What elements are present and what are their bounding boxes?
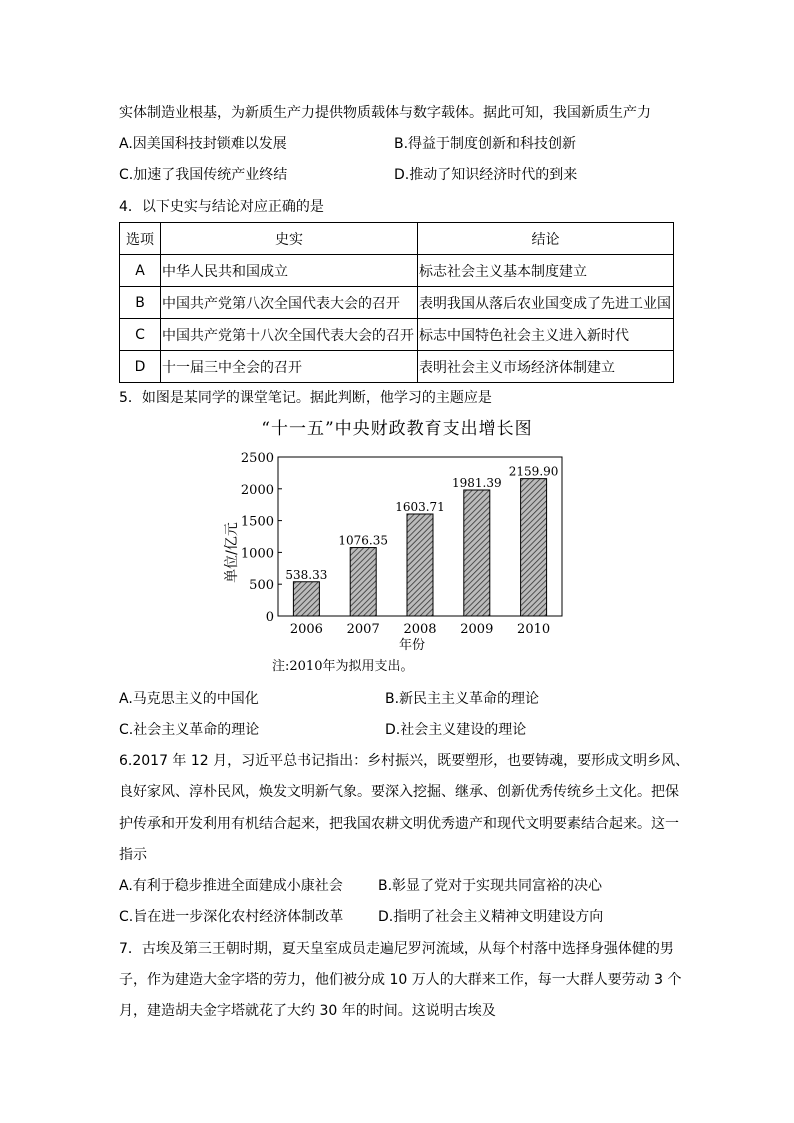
table-header-conclusion: 结论 bbox=[418, 223, 674, 255]
y-tick-label: 0 bbox=[265, 610, 274, 625]
q5-option-b: B.新民主主义革命的理论 bbox=[385, 691, 540, 707]
bar-value-label: 2159.90 bbox=[508, 464, 559, 479]
q5-option-a: A.马克思主义的中国化 bbox=[119, 691, 259, 707]
q4-stem: 4．以下史实与结论对应正确的是 bbox=[119, 199, 324, 215]
bar-value-label: 1076.35 bbox=[338, 533, 389, 548]
q5-option-c: C.社会主义革命的理论 bbox=[119, 722, 260, 738]
table-header-option: 选项 bbox=[120, 223, 161, 255]
chart-title: “十一五”中央财政教育支出增长图 bbox=[261, 419, 533, 439]
q3-option-d: D.推动了知识经济时代的到来 bbox=[394, 167, 578, 183]
q6-stem-line4: 指示 bbox=[119, 847, 147, 863]
y-axis-label: 单位/亿元 bbox=[224, 522, 240, 583]
q5-stem: 5．如图是某同学的课堂笔记。据此判断，他学习的主题应是 bbox=[119, 390, 492, 406]
q6-stem-line3: 护传承和开发利用有机结合起来，把我国农耕文明优秀遗产和现代文明要素结合起来。这一 bbox=[119, 816, 679, 832]
y-tick-label: 1500 bbox=[240, 514, 274, 530]
table-cell-option: D bbox=[120, 351, 161, 383]
x-tick-label: 2007 bbox=[346, 622, 380, 637]
table-header-fact: 史实 bbox=[161, 223, 418, 255]
table-cell-conclusion: 表明我国从落后农业国变成了先进工业国 bbox=[418, 287, 674, 319]
q6-stem-line2: 良好家风、淳朴民风，焕发文明新气象。要深入挖掘、继承、创新优秀传统乡土文化。把保 bbox=[119, 784, 679, 800]
q6-option-d: D.指明了社会主义精神文明建设方向 bbox=[378, 909, 604, 925]
bar-value-label: 538.33 bbox=[285, 567, 328, 582]
q4-table bbox=[119, 222, 674, 383]
x-axis-label: 年份 bbox=[398, 638, 426, 653]
table-row bbox=[120, 351, 674, 383]
bar bbox=[407, 514, 433, 616]
table-row bbox=[120, 255, 674, 287]
q7-stem-line2: 子，作为建造大金字塔的劳力，他们被分成 10 万人的大群来工作，每一大群人要劳动 3 个 bbox=[119, 972, 682, 988]
table-cell-fact: 中国共产党第八次全国代表大会的召开 bbox=[161, 287, 418, 319]
q7-stem-line3: 月，建造胡夫金字塔就花了大约 30 年的时间。这说明古埃及 bbox=[119, 1003, 496, 1019]
table-row bbox=[120, 287, 674, 319]
bar-value-label: 1981.39 bbox=[451, 475, 502, 490]
bar bbox=[293, 582, 319, 616]
bar-value-label: 1603.71 bbox=[395, 500, 445, 515]
bar bbox=[464, 490, 490, 616]
q3-option-c: C.加速了我国传统产业终结 bbox=[119, 167, 288, 183]
q6-option-c: C.旨在进一步深化农村经济体制改革 bbox=[119, 909, 344, 925]
x-tick-label: 2009 bbox=[460, 622, 494, 637]
table-cell-fact: 中国共产党第十八次全国代表大会的召开 bbox=[161, 319, 418, 351]
table-header-row bbox=[120, 223, 674, 255]
q5-option-d: D.社会主义建设的理论 bbox=[385, 722, 527, 738]
chart-note: 注:2010年为拟用支出。 bbox=[272, 659, 414, 674]
table-cell-conclusion: 标志中国特色社会主义进入新时代 bbox=[418, 319, 674, 351]
bar bbox=[521, 479, 547, 616]
x-tick-label: 2006 bbox=[289, 622, 323, 637]
q3-stem-tail: 实体制造业根基，为新质生产力提供物质载体与数字载体。据此可知，我国新质生产力 bbox=[119, 105, 651, 121]
table-cell-option: C bbox=[120, 319, 161, 351]
y-tick-label: 500 bbox=[249, 578, 274, 594]
q6-option-a: A.有利于稳步推进全面建成小康社会 bbox=[119, 878, 343, 894]
table-cell-conclusion: 表明社会主义市场经济体制建立 bbox=[418, 351, 674, 383]
y-tick-label: 2500 bbox=[240, 451, 274, 466]
x-tick-label: 2008 bbox=[403, 622, 437, 637]
q3-option-b: B.得益于制度创新和科技创新 bbox=[394, 136, 577, 152]
table-cell-fact: 中华人民共和国成立 bbox=[161, 255, 418, 287]
table-cell-option: B bbox=[120, 287, 161, 319]
x-tick-label: 2010 bbox=[517, 622, 551, 637]
table-cell-option: A bbox=[120, 255, 161, 287]
q6-option-b: B.彰显了党对于实现共同富裕的决心 bbox=[378, 878, 603, 894]
table-row bbox=[120, 319, 674, 351]
table-cell-fact: 十一届三中全会的召开 bbox=[161, 351, 418, 383]
y-tick-label: 2000 bbox=[240, 482, 274, 498]
q6-stem-line1: 6.2017 年 12 月，习近平总书记指出：乡村振兴，既要塑形，也要铸魂，要形成文明乡风、 bbox=[119, 753, 690, 769]
y-tick-label: 1000 bbox=[240, 546, 274, 562]
q3-option-a: A.因美国科技封锁难以发展 bbox=[119, 136, 287, 152]
bar-chart bbox=[222, 440, 572, 654]
q7-stem-line1: 7．古埃及第三王朝时期，夏天皇室成员走遍尼罗河流域，从每个村落中选择身强体健的男 bbox=[119, 941, 674, 957]
bar bbox=[350, 548, 376, 616]
table-cell-conclusion: 标志社会主义基本制度建立 bbox=[418, 255, 674, 287]
